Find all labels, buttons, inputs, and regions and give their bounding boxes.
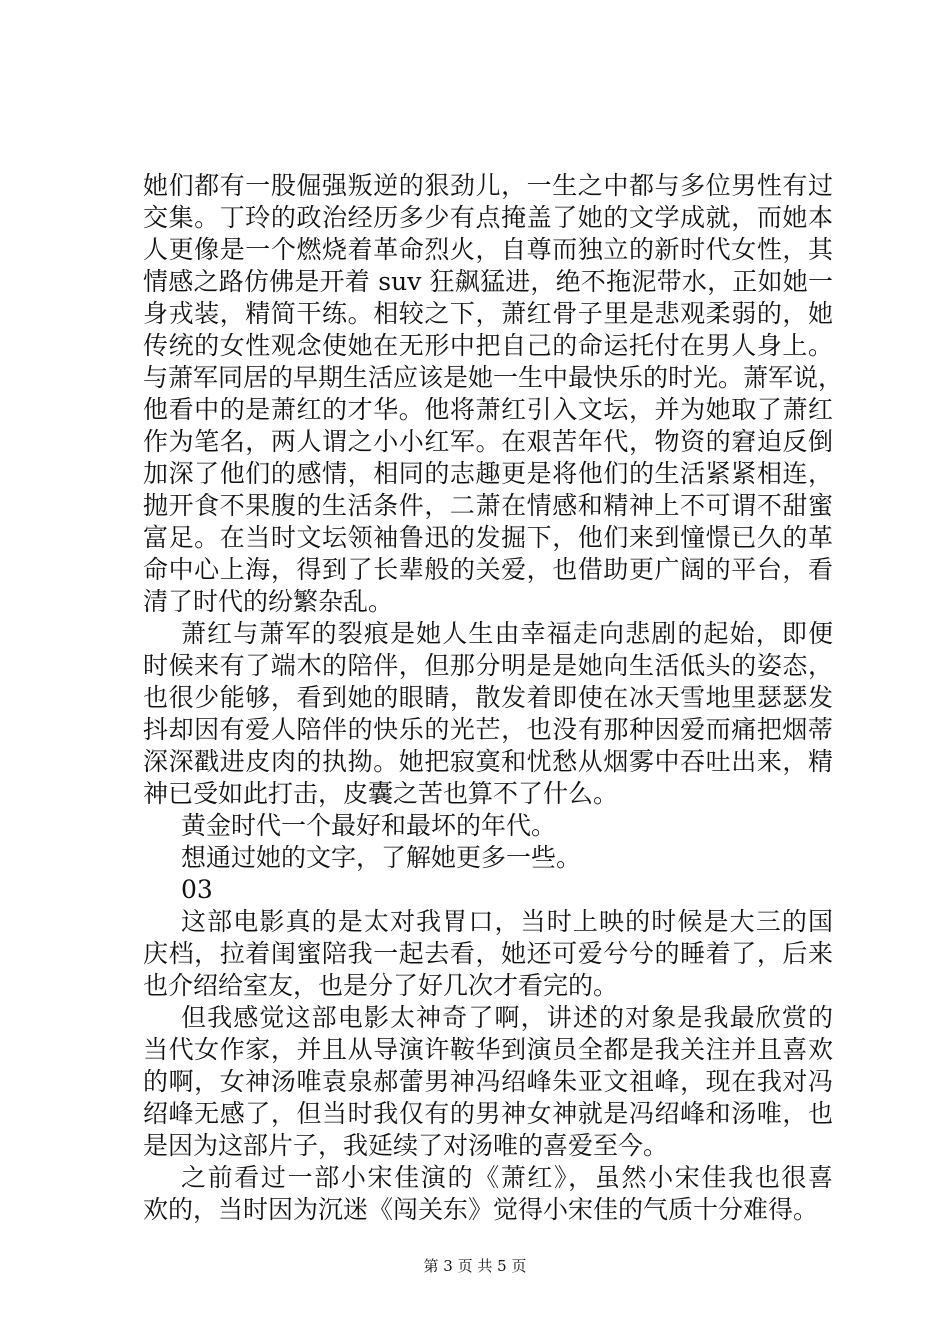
text-line: 的啊，女神汤唯袁泉郝蕾男神冯绍峰朱亚文祖峰，现在我对冯: [143, 1067, 833, 1096]
text-line: 人更像是一个燃烧着革命烈火，自尊而独立的新时代女性，其: [143, 235, 833, 264]
text-line: 与萧军同居的早期生活应该是她一生中最快乐的时光。萧军说，: [143, 363, 844, 392]
text-line: 萧红与萧军的裂痕是她人生由幸福走向悲剧的起始，即便: [181, 619, 833, 648]
text-line: 也很少能够，看到她的眼睛，散发着即使在冰天雪地里瑟瑟发: [143, 683, 833, 712]
text-line: 情感之路仿佛是开着 suv 狂飙猛进，绝不拖泥带水，正如她一: [143, 267, 833, 296]
text-line: 庆档，拉着闺蜜陪我一起去看，她还可爱兮兮的睡着了，后来: [143, 939, 833, 968]
text-line: 交集。丁玲的政治经历多少有点掩盖了她的文学成就，而她本: [143, 203, 833, 232]
text-line: 抛开食不果腹的生活条件，二萧在情感和精神上不可谓不甜蜜: [143, 491, 833, 520]
document-body: [143, 170, 844, 1226]
text-line: 他看中的是萧红的才华。他将萧红引入文坛，并为她取了萧红: [143, 395, 833, 424]
text-line: 深深戳进皮肉的执拗。她把寂寞和忧愁从烟雾中吞吐出来，精: [143, 747, 833, 776]
text-line: 抖却因有爱人陪伴的快乐的光芒，也没有那种因爱而痛把烟蒂: [143, 715, 833, 744]
text-line: 是因为这部片子，我延续了对汤唯的喜爱至今。: [143, 1131, 669, 1160]
text-line: 清了时代的纷繁杂乱。: [143, 587, 394, 616]
text-line: 神已受如此打击，皮囊之苦也算不了什么。: [143, 779, 619, 808]
text-line: 她们都有一股倔强叛逆的狠劲儿，一生之中都与多位男性有过: [143, 171, 833, 200]
text-line: 传统的女性观念使她在无形中把自己的命运托付在男人身上。: [143, 331, 833, 360]
text-line: 之前看过一部小宋佳演的《萧红》，虽然小宋佳我也很喜: [181, 1163, 833, 1192]
page-footer: 第 3 页 共 5 页: [423, 1257, 527, 1275]
text-line: 黄金时代一个最好和最坏的年代。: [181, 811, 557, 840]
text-line: 作为笔名，两人谓之小小红军。在艰苦年代，物资的窘迫反倒: [143, 427, 833, 456]
text-line: 加深了他们的感情，相同的志趣更是将他们的生活紧紧相连，: [143, 459, 833, 488]
text-line: 欢的，当时因为沉迷《闯关东》觉得小宋佳的气质十分难得。: [143, 1195, 819, 1224]
text-line: 绍峰无感了，但当时我仅有的男神女神就是冯绍峰和汤唯，也: [143, 1099, 833, 1128]
text-line: 命中心上海，得到了长辈般的关爱，也借助更广阔的平台，看: [143, 555, 833, 584]
text-line: 03: [181, 875, 213, 904]
text-line: 时候来有了端木的陪伴，但那分明是是她向生活低头的姿态，: [143, 651, 833, 680]
text-line: 但我感觉这部电影太神奇了啊，讲述的对象是我最欣赏的: [181, 1003, 833, 1032]
text-line: 身戎装，精简干练。相较之下，萧红骨子里是悲观柔弱的，她: [143, 299, 833, 328]
text-line: 想通过她的文字，了解她更多一些。: [181, 843, 582, 872]
text-line: 这部电影真的是太对我胃口，当时上映的时候是大三的国: [181, 907, 833, 936]
text-line: 也介绍给室友，也是分了好几次才看完的。: [143, 971, 619, 1000]
text-line: 富足。在当时文坛领袖鲁迅的发掘下，他们来到憧憬已久的革: [143, 523, 833, 552]
text-line: 当代女作家，并且从导演许鞍华到演员全都是我关注并且喜欢: [143, 1035, 833, 1064]
